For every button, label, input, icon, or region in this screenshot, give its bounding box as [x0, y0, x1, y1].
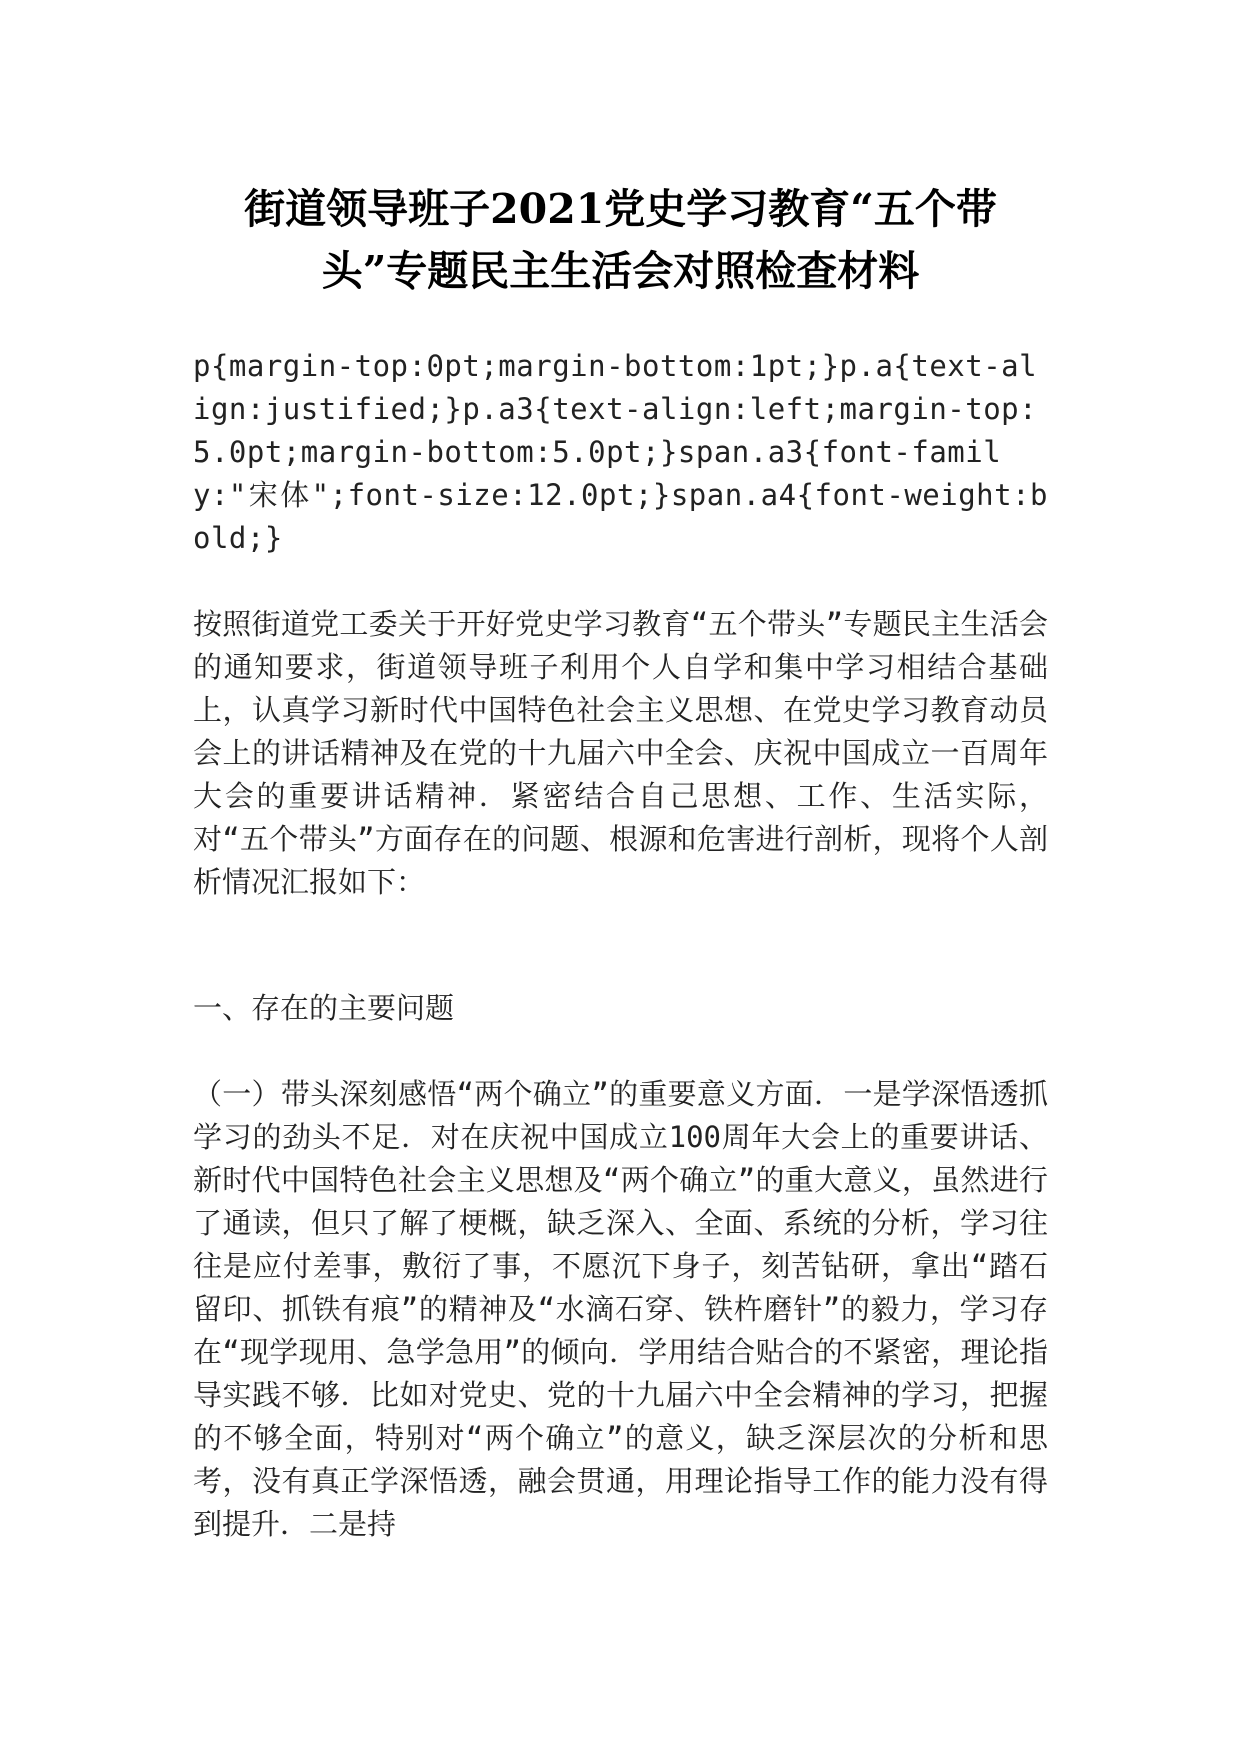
- css-leak-text: p{margin-top:0pt;margin-bottom:1pt;}p.a{text-align:justified;}p.a3{text-align:left;margin-top:5.0pt;margin-bottom:5.0pt;}span.a3{font-family:"宋体";font-size:12.0pt;}span.a4{font-weight:bold;}: [193, 349, 1048, 555]
- document-title-line-2: 头”专题民主生活会对照检查材料: [321, 247, 920, 295]
- body-paragraph: （一）带头深刻感悟“两个确立”的重要意义方面．一是学深悟透抓学习的劲头不足．对在庆祝中国成立100周年大会上的重要讲话、新时代中国特色社会主义思想及“两个确立”的重大意义，虽然进行了通读，但只了解了梗概，缺乏深入、全面、系统的分析，学习往往是应付差事，敷衍了事，不愿沉下身子，刻苦钻研，拿出“踏石留印、抓铁有痕”的精神及“水滴石穿、铁杵磨针”的毅力，学习存在“现学现用、急学急用”的倾向．学用结合贴合的不紧密，理论指导实践不够．比如对党史、党的十九届六中全会精神的学习，把握的不够全面，特别对“两个确立”的意义，缺乏深层次的分析和思考，没有真正学深悟透，融会贯通，用理论指导工作的能力没有得到提升．二是持: [193, 1077, 1048, 1541]
- document-title: [150, 178, 1091, 302]
- document-title-line-1: 街道领导班子2021党史学习教育“五个带: [244, 185, 997, 233]
- section-heading: 一、存在的主要问题: [193, 991, 455, 1025]
- intro-paragraph: 按照街道党工委关于开好党史学习教育“五个带头”专题民主生活会的通知要求，街道领导班子利用个人自学和集中学习相结合基础上，认真学习新时代中国特色社会主义思想、在党史学习教育动员会上的讲话精神及在党的十九届六中全会、庆祝中国成立一百周年大会的重要讲话精神．紧密结合自己思想、工作、生活实际，对“五个带头”方面存在的问题、根源和危害进行剖析，现将个人剖析情况汇报如下：: [193, 607, 1048, 899]
